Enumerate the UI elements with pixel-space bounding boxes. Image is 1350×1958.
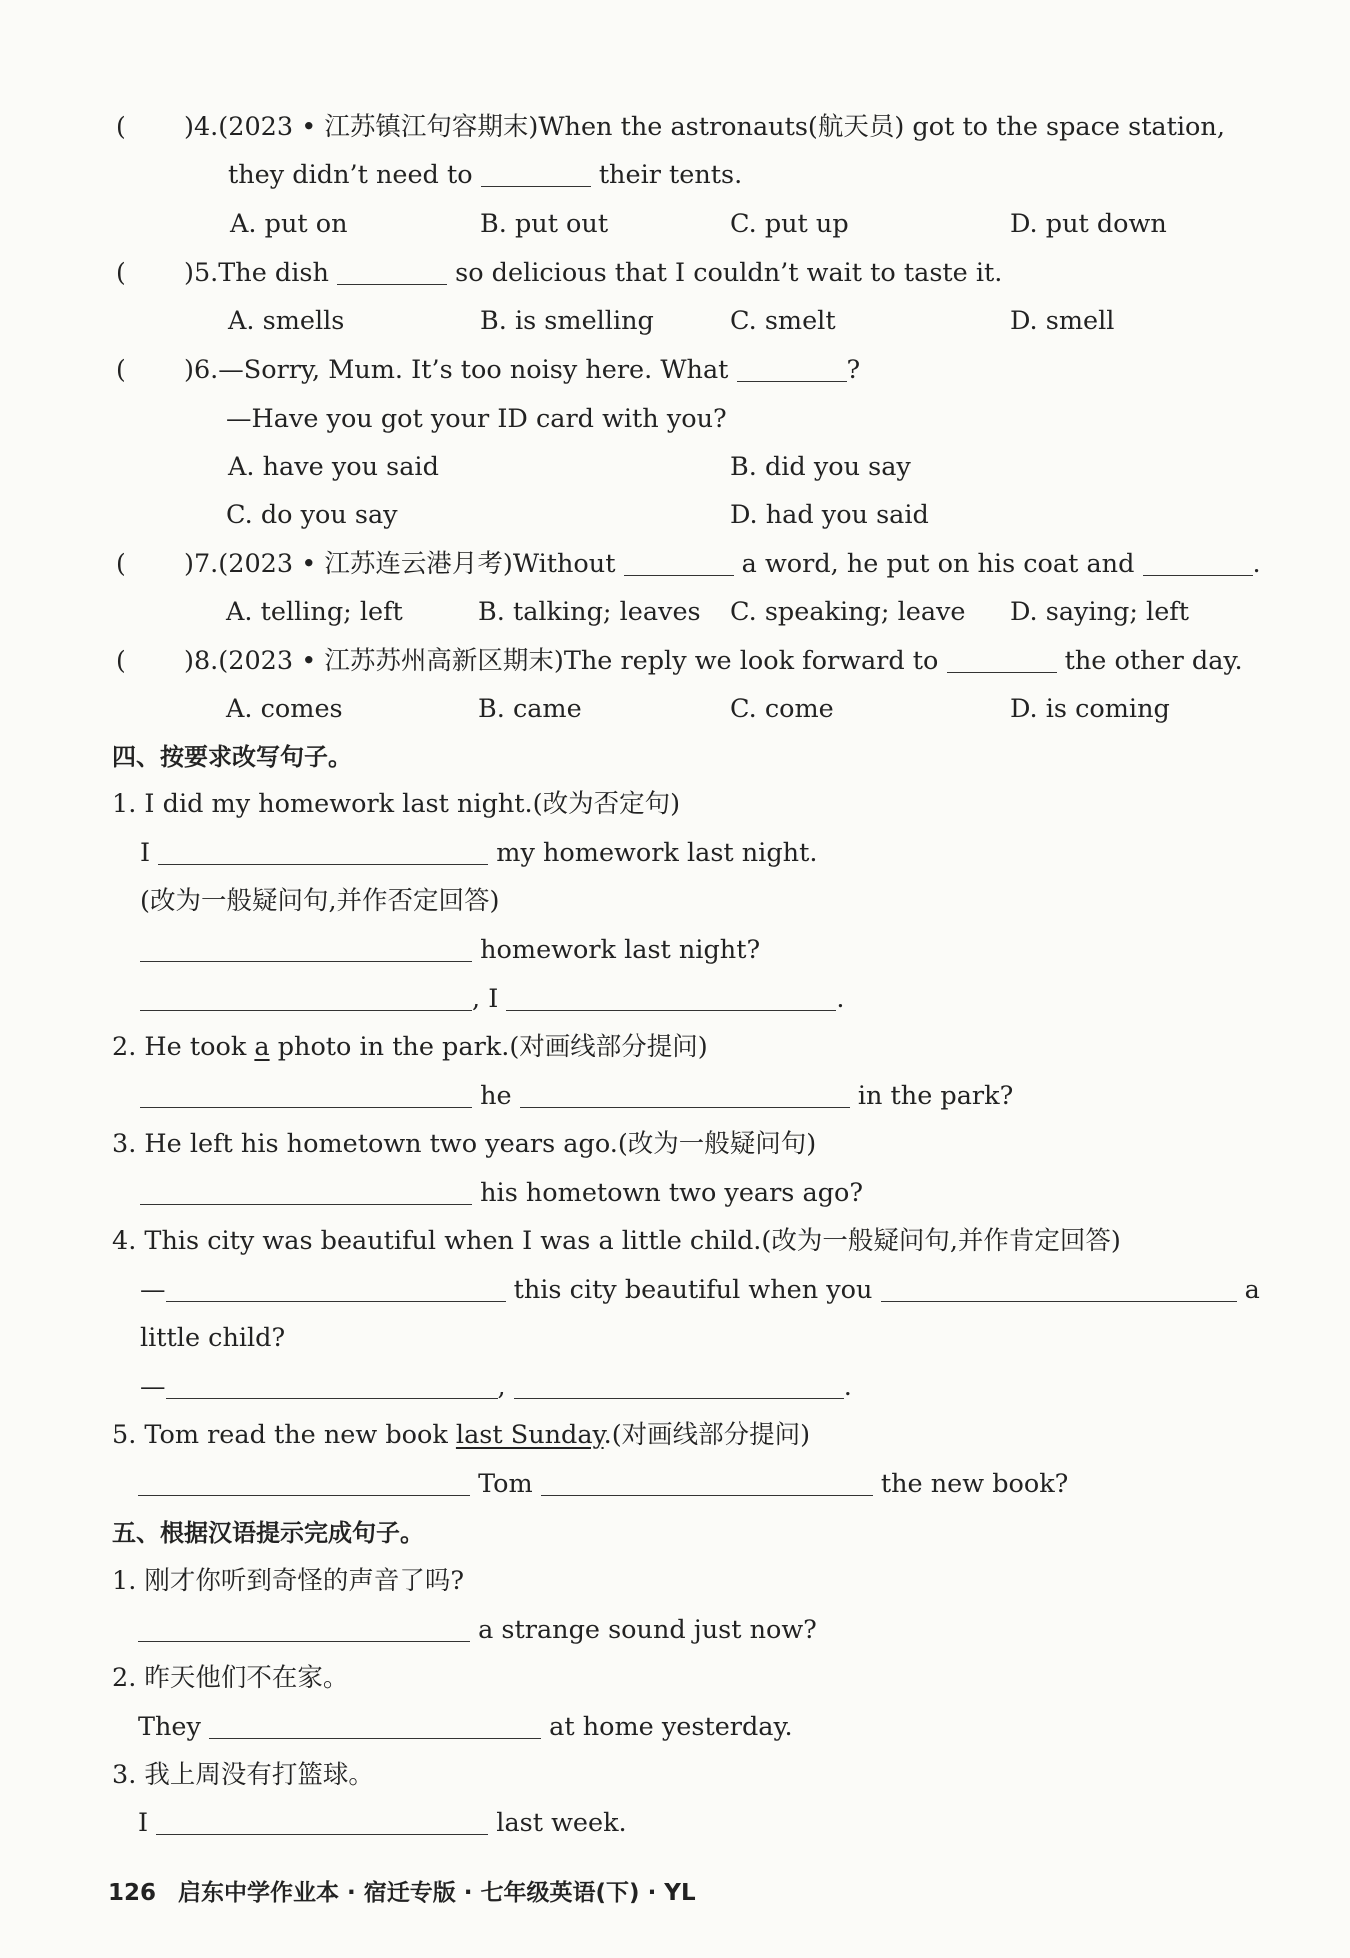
question-source: (2023 • 江苏镇江句容期末) bbox=[218, 112, 539, 142]
option-d[interactable]: D. had you said bbox=[730, 500, 929, 530]
answer-paren-q6[interactable]: ( bbox=[116, 355, 126, 384]
question-5-stem: )5.The dish so delicious that I couldn’t wait to taste it. bbox=[184, 258, 1003, 288]
rewrite-1b-prompt: (改为一般疑问句,并作否定回答) bbox=[140, 886, 500, 916]
option-a[interactable]: A. put on bbox=[230, 209, 348, 239]
option-b[interactable]: B. is smelling bbox=[480, 306, 654, 336]
rewrite-1b-answer-line: homework last night? bbox=[140, 933, 760, 967]
question-8-stem: )8.(2023 • 江苏苏州高新区期末)The reply we look forward to the other day. bbox=[184, 646, 1243, 676]
answer-blank[interactable] bbox=[166, 1372, 498, 1399]
translate-1-answer-line: a strange sound just now? bbox=[138, 1613, 817, 1647]
rewrite-4-prompt: 4. This city was beautiful when I was a little child.(改为一般疑问句,并作肯定回答) bbox=[112, 1226, 1121, 1256]
answer-paren-q4[interactable]: ( bbox=[116, 112, 126, 141]
answer-blank[interactable] bbox=[158, 838, 488, 865]
rewrite-4-reply-line: — , . bbox=[140, 1372, 852, 1402]
book-title: 启东中学作业本 · 宿迁专版 · 七年级英语(下) · YL bbox=[178, 1880, 696, 1906]
option-b[interactable]: B. came bbox=[478, 694, 582, 724]
question-7-stem: )7.(2023 • 江苏连云港月考)Without a word, he put on his coat and . bbox=[184, 549, 1261, 579]
answer-blank[interactable] bbox=[947, 646, 1057, 673]
option-a[interactable]: A. telling; left bbox=[226, 597, 403, 627]
underlined-word: a bbox=[254, 1032, 270, 1062]
answer-blank[interactable] bbox=[156, 1808, 488, 1835]
answer-blank[interactable] bbox=[624, 549, 734, 576]
rewrite-2-prompt: 2. He took a photo in the park.(对画线部分提问) bbox=[112, 1032, 708, 1062]
question-6-stem: )6.—Sorry, Mum. It’s too noisy here. What ? bbox=[184, 355, 861, 385]
answer-paren-q8[interactable]: ( bbox=[116, 646, 126, 675]
option-d[interactable]: D. smell bbox=[1010, 306, 1115, 336]
answer-blank[interactable] bbox=[138, 1469, 470, 1496]
section-5-heading: 五、根据汉语提示完成句子。 bbox=[112, 1519, 424, 1547]
answer-blank[interactable] bbox=[514, 1372, 844, 1399]
question-4-stem-cont: they didn’t need to their tents. bbox=[228, 160, 743, 190]
answer-paren-q5[interactable]: ( bbox=[116, 258, 126, 287]
section-4-heading: 四、按要求改写句子。 bbox=[112, 743, 352, 771]
option-c[interactable]: C. come bbox=[730, 694, 834, 724]
translate-1-prompt: 1. 刚才你听到奇怪的声音了吗? bbox=[112, 1566, 465, 1596]
option-c[interactable]: C. put up bbox=[730, 209, 849, 239]
answer-blank[interactable] bbox=[1143, 549, 1253, 576]
option-c[interactable]: C. do you say bbox=[226, 500, 398, 530]
question-6-line2: —Have you got your ID card with you? bbox=[226, 404, 727, 434]
translate-3-answer-line: I last week. bbox=[138, 1808, 627, 1838]
question-4-stem: )4.(2023 • 江苏镇江句容期末)When the astronauts(航天员) got to the space station, bbox=[184, 112, 1225, 142]
option-d[interactable]: D. put down bbox=[1010, 209, 1167, 239]
answer-blank[interactable] bbox=[881, 1275, 1237, 1302]
answer-paren-q7[interactable]: ( bbox=[116, 549, 126, 578]
answer-blank[interactable] bbox=[140, 935, 472, 962]
page-footer bbox=[108, 1874, 696, 1907]
option-a[interactable]: A. smells bbox=[228, 306, 345, 336]
option-d[interactable]: D. saying; left bbox=[1010, 597, 1189, 627]
translate-2-answer-line: They at home yesterday. bbox=[138, 1712, 793, 1742]
rewrite-1-prompt: 1. I did my homework last night.(改为否定句) bbox=[112, 789, 681, 819]
answer-blank[interactable] bbox=[541, 1469, 873, 1496]
rewrite-3-prompt: 3. He left his hometown two years ago.(改为一般疑问句) bbox=[112, 1129, 817, 1159]
page-number: 126 bbox=[108, 1880, 157, 1906]
rewrite-5-answer-line: Tom the new book? bbox=[138, 1467, 1068, 1501]
answer-blank[interactable] bbox=[166, 1275, 506, 1302]
option-d[interactable]: D. is coming bbox=[1010, 694, 1170, 724]
underlined-phrase: last Sunday bbox=[455, 1420, 604, 1450]
translate-3-prompt: 3. 我上周没有打篮球。 bbox=[112, 1760, 374, 1790]
answer-blank[interactable] bbox=[481, 160, 591, 187]
rewrite-3-answer-line: his hometown two years ago? bbox=[140, 1176, 863, 1210]
answer-blank[interactable] bbox=[140, 1081, 472, 1108]
answer-blank[interactable] bbox=[737, 355, 847, 382]
answer-blank[interactable] bbox=[520, 1081, 850, 1108]
rewrite-5-prompt: 5. Tom read the new book last Sunday.(对画线部分提问) bbox=[112, 1420, 811, 1450]
option-b[interactable]: B. put out bbox=[480, 209, 609, 239]
option-a[interactable]: A. comes bbox=[226, 694, 343, 724]
option-b[interactable]: B. did you say bbox=[730, 452, 911, 482]
answer-blank[interactable] bbox=[140, 984, 472, 1011]
answer-blank[interactable] bbox=[138, 1615, 470, 1642]
rewrite-1-answer-line: I my homework last night. bbox=[140, 838, 818, 868]
rewrite-2-answer-line: he in the park? bbox=[140, 1079, 1013, 1113]
question-source: (2023 • 江苏连云港月考) bbox=[218, 549, 513, 579]
rewrite-4-answer-line: — this city beautiful when you a bbox=[140, 1275, 1260, 1305]
answer-blank[interactable] bbox=[209, 1712, 541, 1739]
option-b[interactable]: B. talking; leaves bbox=[478, 597, 701, 627]
answer-blank[interactable] bbox=[140, 1178, 472, 1205]
answer-blank[interactable] bbox=[337, 258, 447, 285]
rewrite-4-answer-cont: little child? bbox=[140, 1323, 286, 1353]
option-a[interactable]: A. have you said bbox=[228, 452, 439, 482]
question-source: (2023 • 江苏苏州高新区期末) bbox=[218, 646, 564, 676]
rewrite-1c-answer-line: , I . bbox=[140, 982, 845, 1016]
option-c[interactable]: C. smelt bbox=[730, 306, 836, 336]
answer-blank[interactable] bbox=[506, 984, 836, 1011]
translate-2-prompt: 2. 昨天他们不在家。 bbox=[112, 1663, 349, 1693]
option-c[interactable]: C. speaking; leave bbox=[730, 597, 966, 627]
